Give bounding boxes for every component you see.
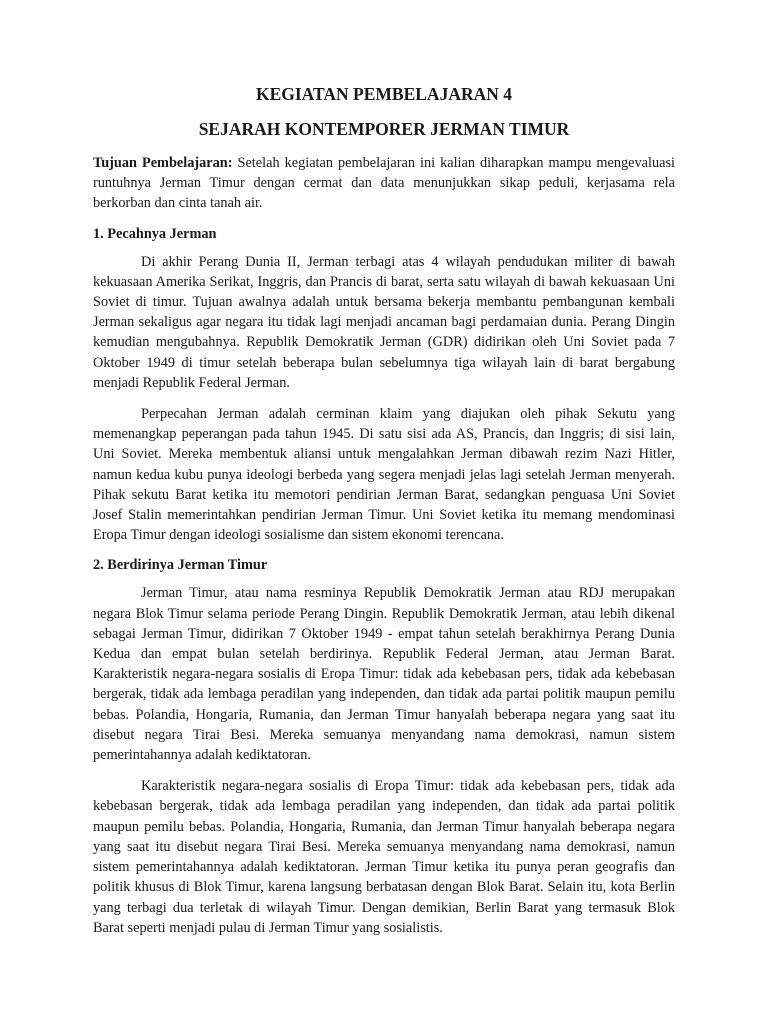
objective-label: Tujuan Pembelajaran:: [93, 155, 233, 171]
section-heading-1: 1. Pecahnya Jerman: [93, 225, 217, 242]
section-2-paragraph-1: Jerman Timur, atau nama resminya Republik Demokratik Jerman atau RDJ merupakan negara Blok Timur selama periode Perang Dingin. Republik Demokratik Jerman, atau lebih dikenal sebagai Jerman Timur, didirikan 7 Oktober 1949 - empat tahun setelah berakhirnya Perang Dunia Kedua dan empat bulan setelah berdirinya. Republik Federal Jerman, atau Jerman Barat. Karakteristik negara-negara sosialis di Eropa Timur: tidak ada kebebasan pers, tidak ada kebebasan bergerak, tidak ada lembaga peradilan yang independen, dan tidak ada partai politik maupun pemilu bebas. Polandia, Hongaria, Rumania, dan Jerman Timur hanyalah beberapa negara yang saat itu disebut negara Tirai Besi. Mereka semuanya menyandang nama demokrasi, namun sistem pemerintahannya adalah kediktatoran.: [93, 585, 675, 764]
document-title: KEGIATAN PEMBELAJARAN 4: [255, 84, 513, 104]
section-2-paragraph-2: Karakteristik negara-negara sosialis di Eropa Timur: tidak ada kebebasan pers, tidak ada kebebasan bergerak, tidak ada lembaga peradilan yang independen, dan tidak ada partai politik maupun pemilu bebas. Polandia, Hongaria, Rumania, dan Jerman Timur hanyalah beberapa negara yang saat itu disebut negara Tirai Besi. Mereka semuanya menyandang nama demokrasi, namun sistem pemerintahannya adalah kediktatoran. Jerman Timur ketika itu punya peran geografis dan politik khusus di Blok Timur, karena langsung berbatasan dengan Blok Barat. Selain itu, kota Berlin yang terbagi dua terletak di wilayah Timur. Dengan demikian, Berlin Barat yang termasuk Blok Barat seperti menjadi pulau di Jerman Timur yang sosialistis.: [93, 778, 675, 936]
section-1-paragraph-2: Perpecahan Jerman adalah cerminan klaim yang diajukan oleh pihak Sekutu yang memenangkap peperangan pada tahun 1945. Di satu sisi ada AS, Prancis, dan Inggris; di sisi lain, Uni Soviet. Mereka membentuk aliansi untuk mengalahkan Jerman dibawah rezim Nazi Hitler, namun kedua kubu punya ideologi berbeda yang segera menjadi jelas lagi setelah Jerman menyerah. Pihak sekutu Barat ketika itu memotori pendirian Jerman Barat, sedangkan penguasa Uni Soviet Josef Stalin memerintahkan pendirian Jerman Timur. Uni Soviet ketika itu memang mendominasi Eropa Timur dengan ideologi sosialisme dan sistem ekonomi terencana.: [93, 406, 675, 544]
section-1-paragraph-1: Di akhir Perang Dunia II, Jerman terbagi atas 4 wilayah pendudukan militer di bawah kekuasaan Amerika Serikat, Inggris, dan Prancis di barat, serta satu wilayah di bawah kekuasaan Uni Soviet di timur. Tujuan awalnya adalah untuk bersama bekerja membantu pembangunan kembali Jerman sekaligus agar negara itu tidak lagi menjadi ancaman bagi perdamaian dunia. Perang Dingin kemudian mengubahnya. Republik Demokratik Jerman (GDR) didirikan oleh Uni Soviet pada 7 Oktober 1949 di timur setelah beberapa bulan sebelumnya tiga wilayah lain di barat bergabung menjadi Republik Federal Jerman.: [93, 253, 675, 391]
objective-text: Setelah kegiatan pembelajaran ini kalian diharapkan mampu mengevaluasi runtuhnya Jerman Timur dengan cermat dan data menunjukkan sikap peduli, kerjasama rela berkorban dan cinta tanah air.: [93, 155, 675, 212]
learning-objective: [93, 153, 675, 214]
section-heading-2: 2. Berdirinya Jerman Timur: [93, 557, 268, 574]
document-subtitle: SEJARAH KONTEMPORER JERMAN TIMUR: [198, 119, 570, 139]
